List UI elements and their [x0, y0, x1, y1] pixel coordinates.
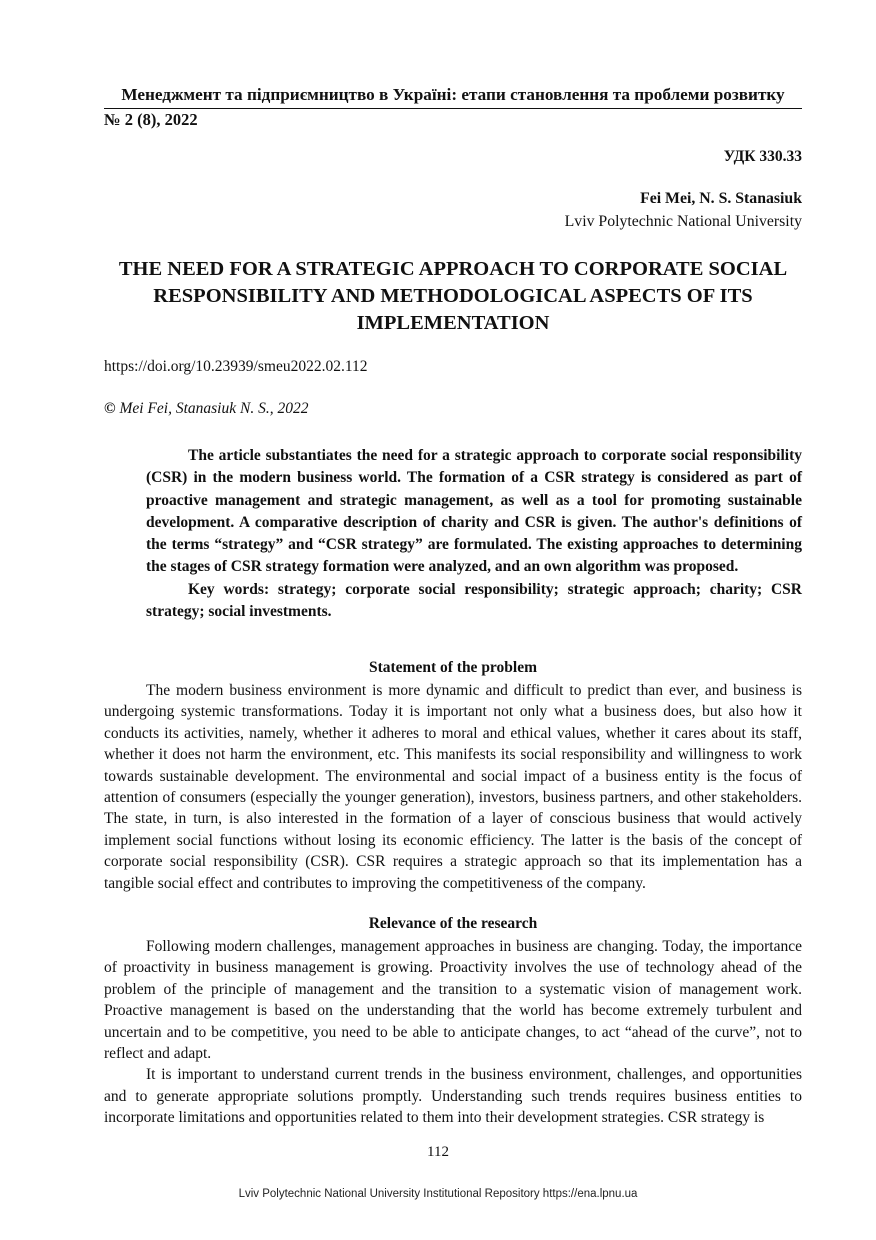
doi-link[interactable]: https://doi.org/10.23939/smeu2022.02.112 — [104, 358, 368, 375]
udc-code: УДК 330.33 — [723, 148, 802, 165]
paragraph: It is important to understand current trends in the business environment, challenges, and opportunities and to generate appropriate solutions promptly. Understanding such trends requires business entities to incorporate limitations and opportunities related to them into their development strategies. CSR strategy is — [104, 1066, 802, 1127]
keywords: Key words: strategy; corporate social responsibility; strategic approach; charity; CSR strategy; social investments. — [146, 580, 802, 621]
section-heading-relevance: Relevance of the research — [368, 915, 538, 932]
section-body-problem — [104, 680, 802, 894]
abstract-text: The article substantiates the need for a strategic approach to corporate social responsibility (CSR) in the modern business world. The formation of a CSR strategy is considered as part of proactive management and strategic management, as well as a tool for promoting sustainable development. A comparative description of charity and CSR is given. The author's definitions of the terms “strategy” and “CSR strategy” are formulated. The existing approaches to determining the stages of CSR strategy formation were analyzed, and an own algorithm was proposed. — [146, 447, 802, 576]
section-heading-problem: Statement of the problem — [368, 659, 538, 676]
repository-footer: Lviv Polytechnic National University Institutional Repository https://ena.lpnu.ua — [238, 1188, 638, 1200]
article-title: THE NEED FOR A STRATEGIC APPROACH TO CORPORATE SOCIAL RESPONSIBILITY AND METHODOLOGICAL ASPECTS OF ITS IMPLEMENTATION — [118, 258, 788, 334]
copyright-text: Mei Fei, Stanasiuk N. S., 2022 — [119, 400, 309, 417]
affiliation: Lviv Polytechnic National University — [564, 213, 802, 230]
section-body-relevance — [104, 936, 802, 1129]
issue-number: № 2 (8), 2022 — [104, 110, 198, 129]
paragraph: The modern business environment is more dynamic and difficult to predict than ever, and business is undergoing systemic transformations. Today it is important not only what a business does, but also how it conducts its activities, namely, whether it adheres to moral and ethical values, whether it cares about its staff, whether it does not harm the environment, etc. This manifests its social responsibility and willingness to work towards sustainable development. The environmental and social impact of a business entity is the focus of attention of consumers (especially the younger generation), investors, business partners, and other stakeholders. The state, in turn, is also interested in the formation of a layer of conscious business that would actively implement social functions without losing its economic efficiency. The latter is the basis of the concept of corporate social responsibility (CSR). CSR requires a strategic approach so that its implementation has a tangible social effect and contributes to improving the competitiveness of the company. — [104, 682, 802, 892]
page-number: 112 — [427, 1144, 449, 1160]
authors: Fei Mei, N. S. Stanasiuk — [640, 190, 802, 207]
journal-title: Менеджмент та підприємництво в Україні: етапи становлення та проблеми розвитку — [104, 84, 802, 109]
copyright-line — [104, 400, 308, 418]
abstract — [146, 445, 802, 623]
paragraph: Following modern challenges, management approaches in business are changing. Today, the importance of proactivity in business management is growing. Proactivity involves the use of technology ahead of the problem of the principle of management and the transition to a systematic vision of management work. Proactive management is based on the understanding that the world has become extremely turbulent and uncertain and to be competitive, you need to be able to anticipate changes, to act “ahead of the curve”, not to reflect and adapt. — [104, 938, 802, 1063]
copyright-symbol: © — [104, 400, 116, 417]
